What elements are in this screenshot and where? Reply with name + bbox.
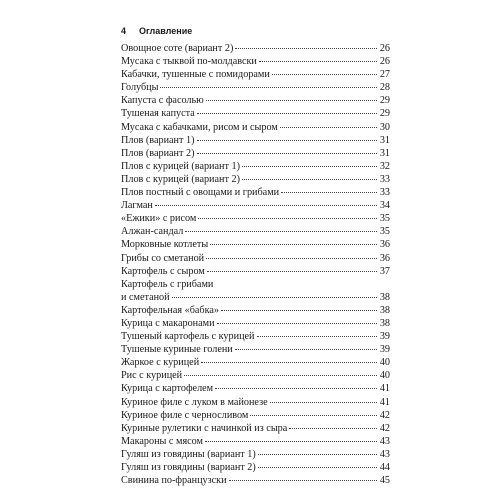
toc-entry-title: Мусака с тыквой по-молдавски (121, 56, 257, 68)
toc-entry-page: 40 (379, 357, 390, 369)
toc-entry (121, 199, 390, 212)
toc-entry-page: 35 (379, 226, 390, 238)
toc-entry-title-line: Картофель с грибами (121, 278, 214, 290)
dot-leader (280, 127, 377, 128)
toc-entry (121, 422, 390, 435)
toc-entry-title: Плов постный с овощами и грибами (121, 187, 280, 199)
toc-entry-title: Алжан-сандал (121, 226, 184, 238)
dot-leader (242, 166, 377, 167)
toc-entry-page: 44 (379, 462, 390, 473)
toc-entry-title: Тушеный картофель с курицей (121, 331, 255, 343)
toc-entry-title: Куриные рулетики с начинкой из сыра (121, 422, 288, 434)
dot-leader (217, 323, 377, 324)
toc-entry (121, 304, 390, 317)
toc-entry-title: Голубцы (121, 82, 159, 94)
dot-leader (250, 415, 377, 416)
toc-entry (121, 396, 390, 409)
dot-leader (215, 388, 377, 389)
toc-entry-page: 42 (379, 422, 390, 434)
dot-leader (207, 271, 377, 272)
toc-entry-page: 43 (379, 435, 390, 447)
toc-entry-title: Мусака с кабачками, рисом и сыром (121, 121, 278, 133)
toc-entry-title: и сметаной (121, 291, 170, 303)
toc-entry (121, 81, 390, 94)
toc-entry-page: 34 (379, 200, 390, 212)
dot-leader (270, 402, 377, 403)
toc-entry (121, 409, 390, 422)
toc-entry-page: 38 (379, 317, 390, 329)
toc-entry (121, 317, 390, 330)
toc-entry-title: Кабачки, тушенные с помидорами (121, 69, 270, 81)
dot-leader (172, 297, 377, 298)
dot-leader (235, 349, 377, 350)
toc-entry-page: 27 (379, 69, 390, 81)
toc-entry-title: Гуляш из говядины (вариант 2) (121, 462, 256, 473)
toc-entry-page: 45 (379, 475, 390, 487)
toc-entry (121, 186, 390, 199)
toc-entry-title: Морковные котлеты (121, 239, 209, 251)
dot-leader (258, 454, 377, 455)
toc-entry (121, 343, 390, 356)
toc-entry-page: 36 (379, 252, 390, 264)
toc-entry (121, 121, 390, 134)
toc-entry (121, 435, 390, 448)
toc-entry-title: Плов (вариант 2) (121, 147, 195, 159)
dot-leader (201, 362, 377, 363)
toc-entry-title: Плов с курицей (вариант 1) (121, 160, 240, 172)
dot-leader (235, 48, 377, 49)
toc-entry-page: 33 (379, 187, 390, 199)
toc-entry-page: 31 (379, 147, 390, 159)
toc-entry (121, 265, 390, 278)
toc-entry (121, 238, 390, 251)
toc-entry-title: Картофельная «бабка» (121, 304, 220, 316)
dot-leader (198, 218, 377, 219)
toc-entry (121, 369, 390, 382)
dot-leader (206, 258, 377, 259)
toc-entry (121, 448, 390, 461)
toc-entry-title: Макароны с мясом (121, 435, 203, 447)
toc-entry-title: Гуляш из говядины (вариант 1) (121, 448, 256, 460)
dot-leader (205, 441, 377, 442)
dot-leader (259, 61, 377, 62)
dot-leader (155, 205, 377, 206)
toc-entry (121, 252, 390, 265)
toc-entry (121, 147, 390, 160)
toc-entry-title: Курица с картофелем (121, 383, 214, 395)
toc-entry-page: 32 (379, 160, 390, 172)
toc-entry-title: Картофель с сыром (121, 265, 205, 277)
dot-leader (242, 179, 377, 180)
section-title: Оглавление (139, 26, 193, 36)
dot-leader (197, 153, 378, 154)
toc-entry-page: 26 (379, 43, 390, 54)
toc-entry (121, 212, 390, 225)
toc-entry (121, 225, 390, 238)
toc-entry-title: Тушеная капуста (121, 108, 195, 120)
toc-entry-title: Капуста с фасолью (121, 95, 204, 107)
toc-entry-page: 33 (379, 173, 390, 185)
dot-leader (160, 87, 377, 88)
toc-entry-title: Куриное филе с черносливом (121, 409, 249, 421)
toc-entry-page: 43 (379, 448, 390, 460)
toc-entry-page: 38 (379, 304, 390, 316)
toc-entry (121, 474, 390, 487)
toc-entry-page: 41 (379, 383, 390, 395)
toc-entry (121, 291, 390, 304)
dot-leader (221, 310, 377, 311)
toc-entry-title: Свинина по-французски (121, 475, 227, 487)
toc-entry-page: 30 (379, 121, 390, 133)
dot-leader (184, 375, 377, 376)
toc-entry-title: Тушеные куриные голени (121, 344, 233, 356)
dot-leader (210, 244, 377, 245)
toc-entry-page: 29 (379, 108, 390, 120)
toc-entry-page: 39 (379, 344, 390, 356)
table-of-contents (121, 42, 390, 487)
dot-leader (206, 100, 377, 101)
toc-entry (121, 55, 390, 68)
dot-leader (197, 113, 377, 114)
toc-entry-page: 39 (379, 331, 390, 343)
toc-entry-title: Овощное соте (вариант 2) (121, 43, 234, 54)
toc-entry-title: Куриное филе с луком в майонезе (121, 396, 268, 408)
page-number: 4 (121, 26, 127, 36)
toc-entry (121, 356, 390, 369)
toc-entry-page: 41 (379, 396, 390, 408)
toc-entry-page: 31 (379, 134, 390, 146)
toc-entry-page: 38 (379, 291, 390, 303)
toc-entry (121, 382, 390, 395)
toc-entry-page: 28 (379, 82, 390, 94)
toc-entry-title: Курица с макаронами (121, 317, 215, 329)
toc-entry-title: Жаркое с курицей (121, 357, 200, 369)
toc-entry-page: 26 (379, 56, 390, 68)
toc-entry-page: 36 (379, 239, 390, 251)
toc-entry-title: «Ежики» с рисом (121, 213, 197, 225)
dot-leader (197, 140, 378, 141)
dot-leader (185, 231, 377, 232)
dot-leader (258, 467, 377, 468)
dot-leader (229, 480, 377, 481)
toc-entry (121, 461, 390, 474)
toc-entry-page: 29 (379, 95, 390, 107)
toc-entry (121, 94, 390, 107)
running-header (121, 26, 192, 40)
toc-entry-title: Плов с курицей (вариант 2) (121, 173, 240, 185)
toc-entry-page: 40 (379, 370, 390, 382)
dot-leader (257, 336, 378, 337)
toc-entry (121, 173, 390, 186)
dot-leader (281, 192, 377, 193)
toc-entry (121, 42, 390, 55)
dot-leader (289, 428, 377, 429)
toc-entry-page: 37 (379, 265, 390, 277)
toc-entry (121, 160, 390, 173)
toc-entry (121, 107, 390, 120)
dot-leader (272, 74, 377, 75)
toc-entry-page: 42 (379, 409, 390, 421)
toc-entry (121, 68, 390, 81)
toc-entry (121, 134, 390, 147)
toc-entry-title: Рис с курицей (121, 370, 183, 382)
toc-entry-title: Плов (вариант 1) (121, 134, 195, 146)
toc-entry (121, 330, 390, 343)
toc-entry-title: Грибы со сметаной (121, 252, 205, 264)
toc-entry-page: 35 (379, 213, 390, 225)
toc-entry-title: Лагман (121, 200, 153, 212)
